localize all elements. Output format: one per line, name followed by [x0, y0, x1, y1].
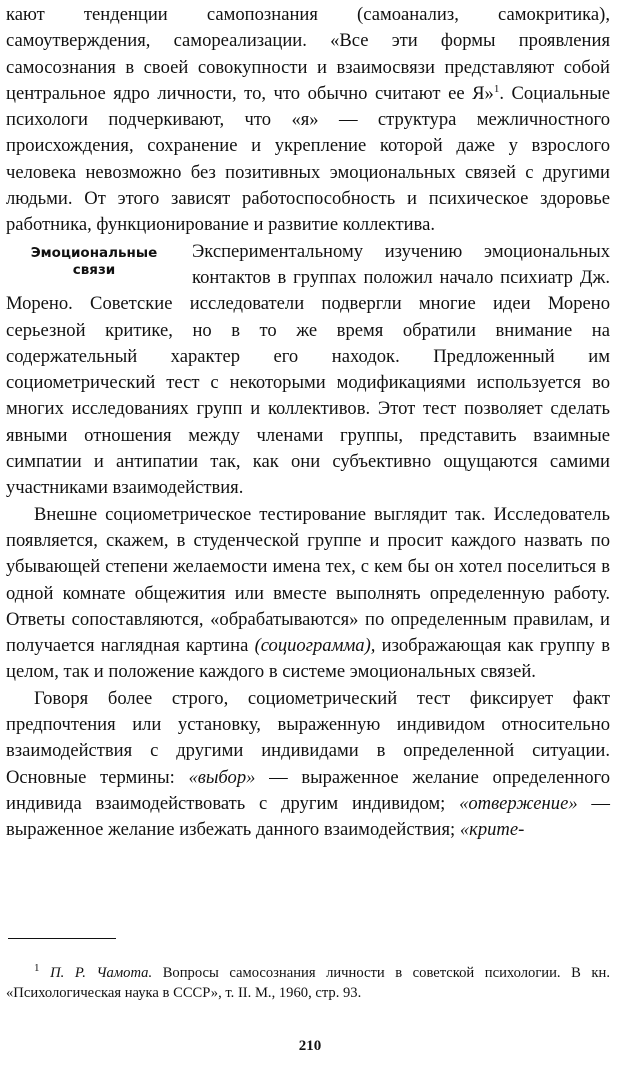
footnote-author: П. Р. Чамота.	[50, 965, 153, 981]
emphasis: «отвержение»	[459, 792, 578, 814]
text-run: — выраженное желание избежать данного взаимодействия;	[6, 792, 610, 841]
emphasis: (социограмма),	[254, 635, 376, 657]
footnote-marker: 1	[34, 962, 40, 975]
paragraph: Экспериментальному изучению эмоциональных контактов в группах положил начало психиатр Дж. Морено. Советские исследователи подвергли многие идеи Морено серьезной критике, но в то же время обратили внимание на содержательный характер его находок. Предложенный им социометрический тест с некоторыми модификациями используется во многих исследованиях групп и коллективов. Этот тест позволяет сделать явными отношения между членами группы, представить взаимные симпатии и антипатии так, как они субъективно ощущаются самими участниками взаимодействия.	[6, 240, 610, 499]
footnote-divider	[8, 938, 116, 939]
footnote	[6, 964, 610, 1003]
text-run: Говоря более строго, социометрический тест фиксирует факт предпочтения или установку, выраженную индивидом относительно взаимодействия с другими индивидами в определенной ситуации. Основные термины:	[6, 687, 610, 788]
emphasis: «выбор»	[188, 766, 256, 788]
side-heading-line: Эмоциональные	[30, 244, 158, 261]
emphasis: «крите-	[459, 819, 525, 841]
text-run: . Социальные психологи подчеркивают, что «я» — структура межличностного происхождения, сохранение и укрепление которой даже у взрослого человека невозможно без позитивных эмоциональных связей с другими людьми. От этого зависят работоспособность и психическое здоровье работника, функционирование и развитие коллектива.	[6, 82, 610, 236]
page-number: 210	[298, 1038, 322, 1054]
side-heading	[6, 245, 182, 279]
paragraph	[6, 686, 610, 844]
main-text	[6, 2, 610, 844]
text-run: кают тенденции самопознания (самоанализ, самокритика), самоутверждения, самореализации. «Все эти формы проявления самосознания в своей совокупности и взаимосвязи представляют собой центральное ядро личности, то, что обычно считают ее Я»	[6, 4, 610, 104]
text-run: Внешне социометрическое тестирование выглядит так. Исследователь появляется, скажем, в студенческой группе и просит каждого назвать по убывающей степени желаемости имена тех, с кем бы он хотел поселиться в одной комнате общежития или вместе выполнять определенную работу. Ответы сопоставляются, «обрабатываются» по определенным правилам, и получается наглядная картина	[6, 503, 610, 657]
paragraph	[6, 502, 610, 686]
footnote-text	[6, 964, 610, 1003]
text-run: изображающая как группу в целом, так и положение каждого в системе эмоциональных связей.	[6, 635, 610, 683]
footnote-ref: 1	[493, 82, 500, 95]
text-run: — выраженное желание определенного индивида взаимодействовать с другим индивидом;	[6, 766, 610, 814]
side-heading-line: связи	[72, 261, 116, 278]
footnote-body: Вопросы самосознания личности в советской психологии. В кн. «Психологическая наука в СССР», т. II. М., 1960, стр. 93.	[6, 965, 610, 1001]
paragraph	[6, 2, 610, 239]
